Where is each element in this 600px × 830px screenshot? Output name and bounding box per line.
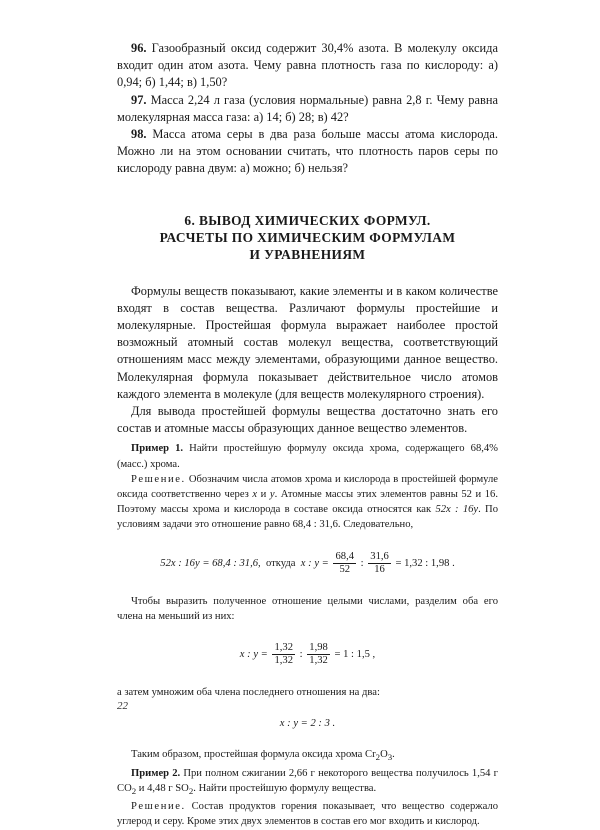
example-text: . Найти простейшую формулу вещества. (193, 782, 377, 794)
fraction-numerator: 68,4 (335, 550, 355, 562)
ratio-expression: 52x : 16y (435, 504, 479, 516)
example-1-solution (117, 472, 498, 533)
solution-text: и (260, 489, 267, 501)
example-label: Пример 1. (131, 443, 184, 455)
section-title (117, 212, 498, 263)
equation-part: = 1 : 1,5 , (334, 649, 376, 661)
example-1-paragraph: а затем умножим оба члена последнего отношения на два: (117, 687, 380, 699)
example-2-solution (117, 799, 498, 829)
example-1-statement (117, 441, 498, 471)
fraction-denominator: 1,32 (309, 655, 328, 667)
equation-3 (117, 718, 498, 729)
problem-text: Газообразный оксид содержит 30,4% азота. В молекулу оксида входит один атом азота. Чему равна плотность газа по кислороду: а) 0,94; б) 1,44; в) 1,50? (117, 41, 498, 90)
formula-subscript: 2 (188, 785, 194, 796)
example-1-conclusion: Таким образом, простейшая формула оксида хрома $Cr_2O_3$. (131, 749, 395, 763)
fraction-denominator: 52 (339, 563, 351, 575)
fraction-numerator: 1,98 (309, 642, 328, 654)
equation-part: = 1,32 : 1,98 . (395, 557, 455, 569)
intro-paragraph: Для вывода простейшей формулы вещества достаточно знать его состав и атомные массы образующих данное вещество элементов. (117, 404, 498, 436)
example-text: При полном сжигании 2,66 г некоторого вещества получилось 1,54 г CO (117, 767, 498, 794)
fraction (307, 642, 330, 667)
solution-text: . По условиям задачи это отношение равно 68,4 : 31,6. Следовательно, (117, 504, 498, 531)
fraction-numerator: 1,32 (274, 642, 294, 654)
problem-text: Масса 2,24 л газа (условия нормальные) равна 2,8 г. Чему равна молекулярная масса газа: а) 14; б) 28; в) 42? (117, 92, 498, 124)
section-title-line: 6. ВЫВОД ХИМИЧЕСКИХ ФОРМУЛ. (184, 212, 431, 228)
fraction (368, 551, 391, 576)
fraction-denominator: 1,32 (274, 655, 294, 667)
section-title-line: И УРАВНЕНИЯМ (249, 246, 366, 262)
example-1-paragraph: Чтобы выразить полученное отношение целыми числами, разделим оба его члена на меньший из них: (117, 595, 498, 622)
problem-number: 97. (131, 92, 147, 107)
problem-text: Масса атома серы в два раза больше массы атома кислорода. Можно ли на этом основании считать, что плотность паров серы по кислороду равна двум: а) можно; б) нельзя? (117, 127, 498, 176)
equation-part: x : y = 2 : 3 . (279, 718, 336, 730)
problem-97 (117, 92, 498, 126)
section-title-line: РАСЧЕТЫ ПО ХИМИЧЕСКИМ ФОРМУЛАМ (159, 229, 456, 245)
solution-text: . Атомные массы этих элементов равны 52 и 16. Поэтому массы хрома и кислорода в составе оксида относятся как (117, 489, 498, 516)
equation-part: откуда (265, 557, 296, 569)
fraction-numerator: 31,6 (370, 550, 389, 562)
solution-label: Решение. (131, 801, 186, 813)
equation-1: 52x : 16y = 68,4 : 31,6, откуда x : y = $\frac{68,4}{52}$ : $\frac{31,6}{16}$ = 1,32 : 1,98 . (160, 550, 455, 575)
fraction (333, 551, 356, 576)
solution-text: Обозначим числа атомов хрома и кислорода в простейшей формуле оксида соответственно через (117, 473, 498, 501)
example-2-statement (117, 766, 498, 800)
conclusion-text: Таким образом, простейшая формула оксида хрома (131, 749, 363, 761)
formula-subscript: 2 (375, 752, 381, 763)
formula-part: Cr (365, 749, 376, 761)
equation-part: 52x : 16y = 68,4 : 31,6, (160, 557, 261, 569)
equation-2: x : y = $\frac{1,32}{1,32}$ : $\frac{1,98}{1,32}$ = 1 : 1,5 , (239, 642, 376, 667)
problem-98 (117, 126, 498, 178)
fraction (272, 642, 295, 667)
problem-number: 98. (131, 127, 147, 142)
intro-paragraph: Формулы веществ показывают, какие элементы и в каком количестве входят в состав вещества. Различают формулы простейшие и молекулярные. Простейшая формула выражает наиболее простой возможный атомный состав молекул вещества, соответствующий отношениям масс между элементами, образующими данное вещество. Молекулярная формула показывает действительное число атомов каждого элемента в молекуле (для веществ молекулярного строения). (117, 283, 498, 401)
problem-96 (117, 40, 498, 92)
equation-part: x : y = (300, 557, 329, 569)
formula-part: O (380, 749, 388, 761)
page-body (117, 40, 498, 830)
formula-subscript: 3 (387, 752, 393, 763)
equation-part: x : y = (239, 649, 268, 661)
solution-label: Решение. (131, 473, 186, 485)
variable: y (269, 489, 275, 501)
variable: x (252, 489, 258, 501)
chemical-formula (365, 749, 393, 763)
solution-text: Состав продуктов горения показывает, что вещество содержало углерод и серу. Кроме этих двух элементов в состав его мог входить и кислород. (117, 801, 498, 828)
page-number: 22 (117, 700, 128, 712)
example-label: Пример 2. (131, 767, 181, 779)
example-text: Найти простейшую формулу оксида хрома, содержащего 68,4% (масс.) хрома. (117, 443, 499, 470)
problem-number: 96. (131, 41, 147, 55)
example-text: и 4,48 г SO (136, 782, 189, 794)
fraction-denominator: 16 (374, 563, 385, 575)
formula-subscript: 2 (131, 785, 137, 796)
